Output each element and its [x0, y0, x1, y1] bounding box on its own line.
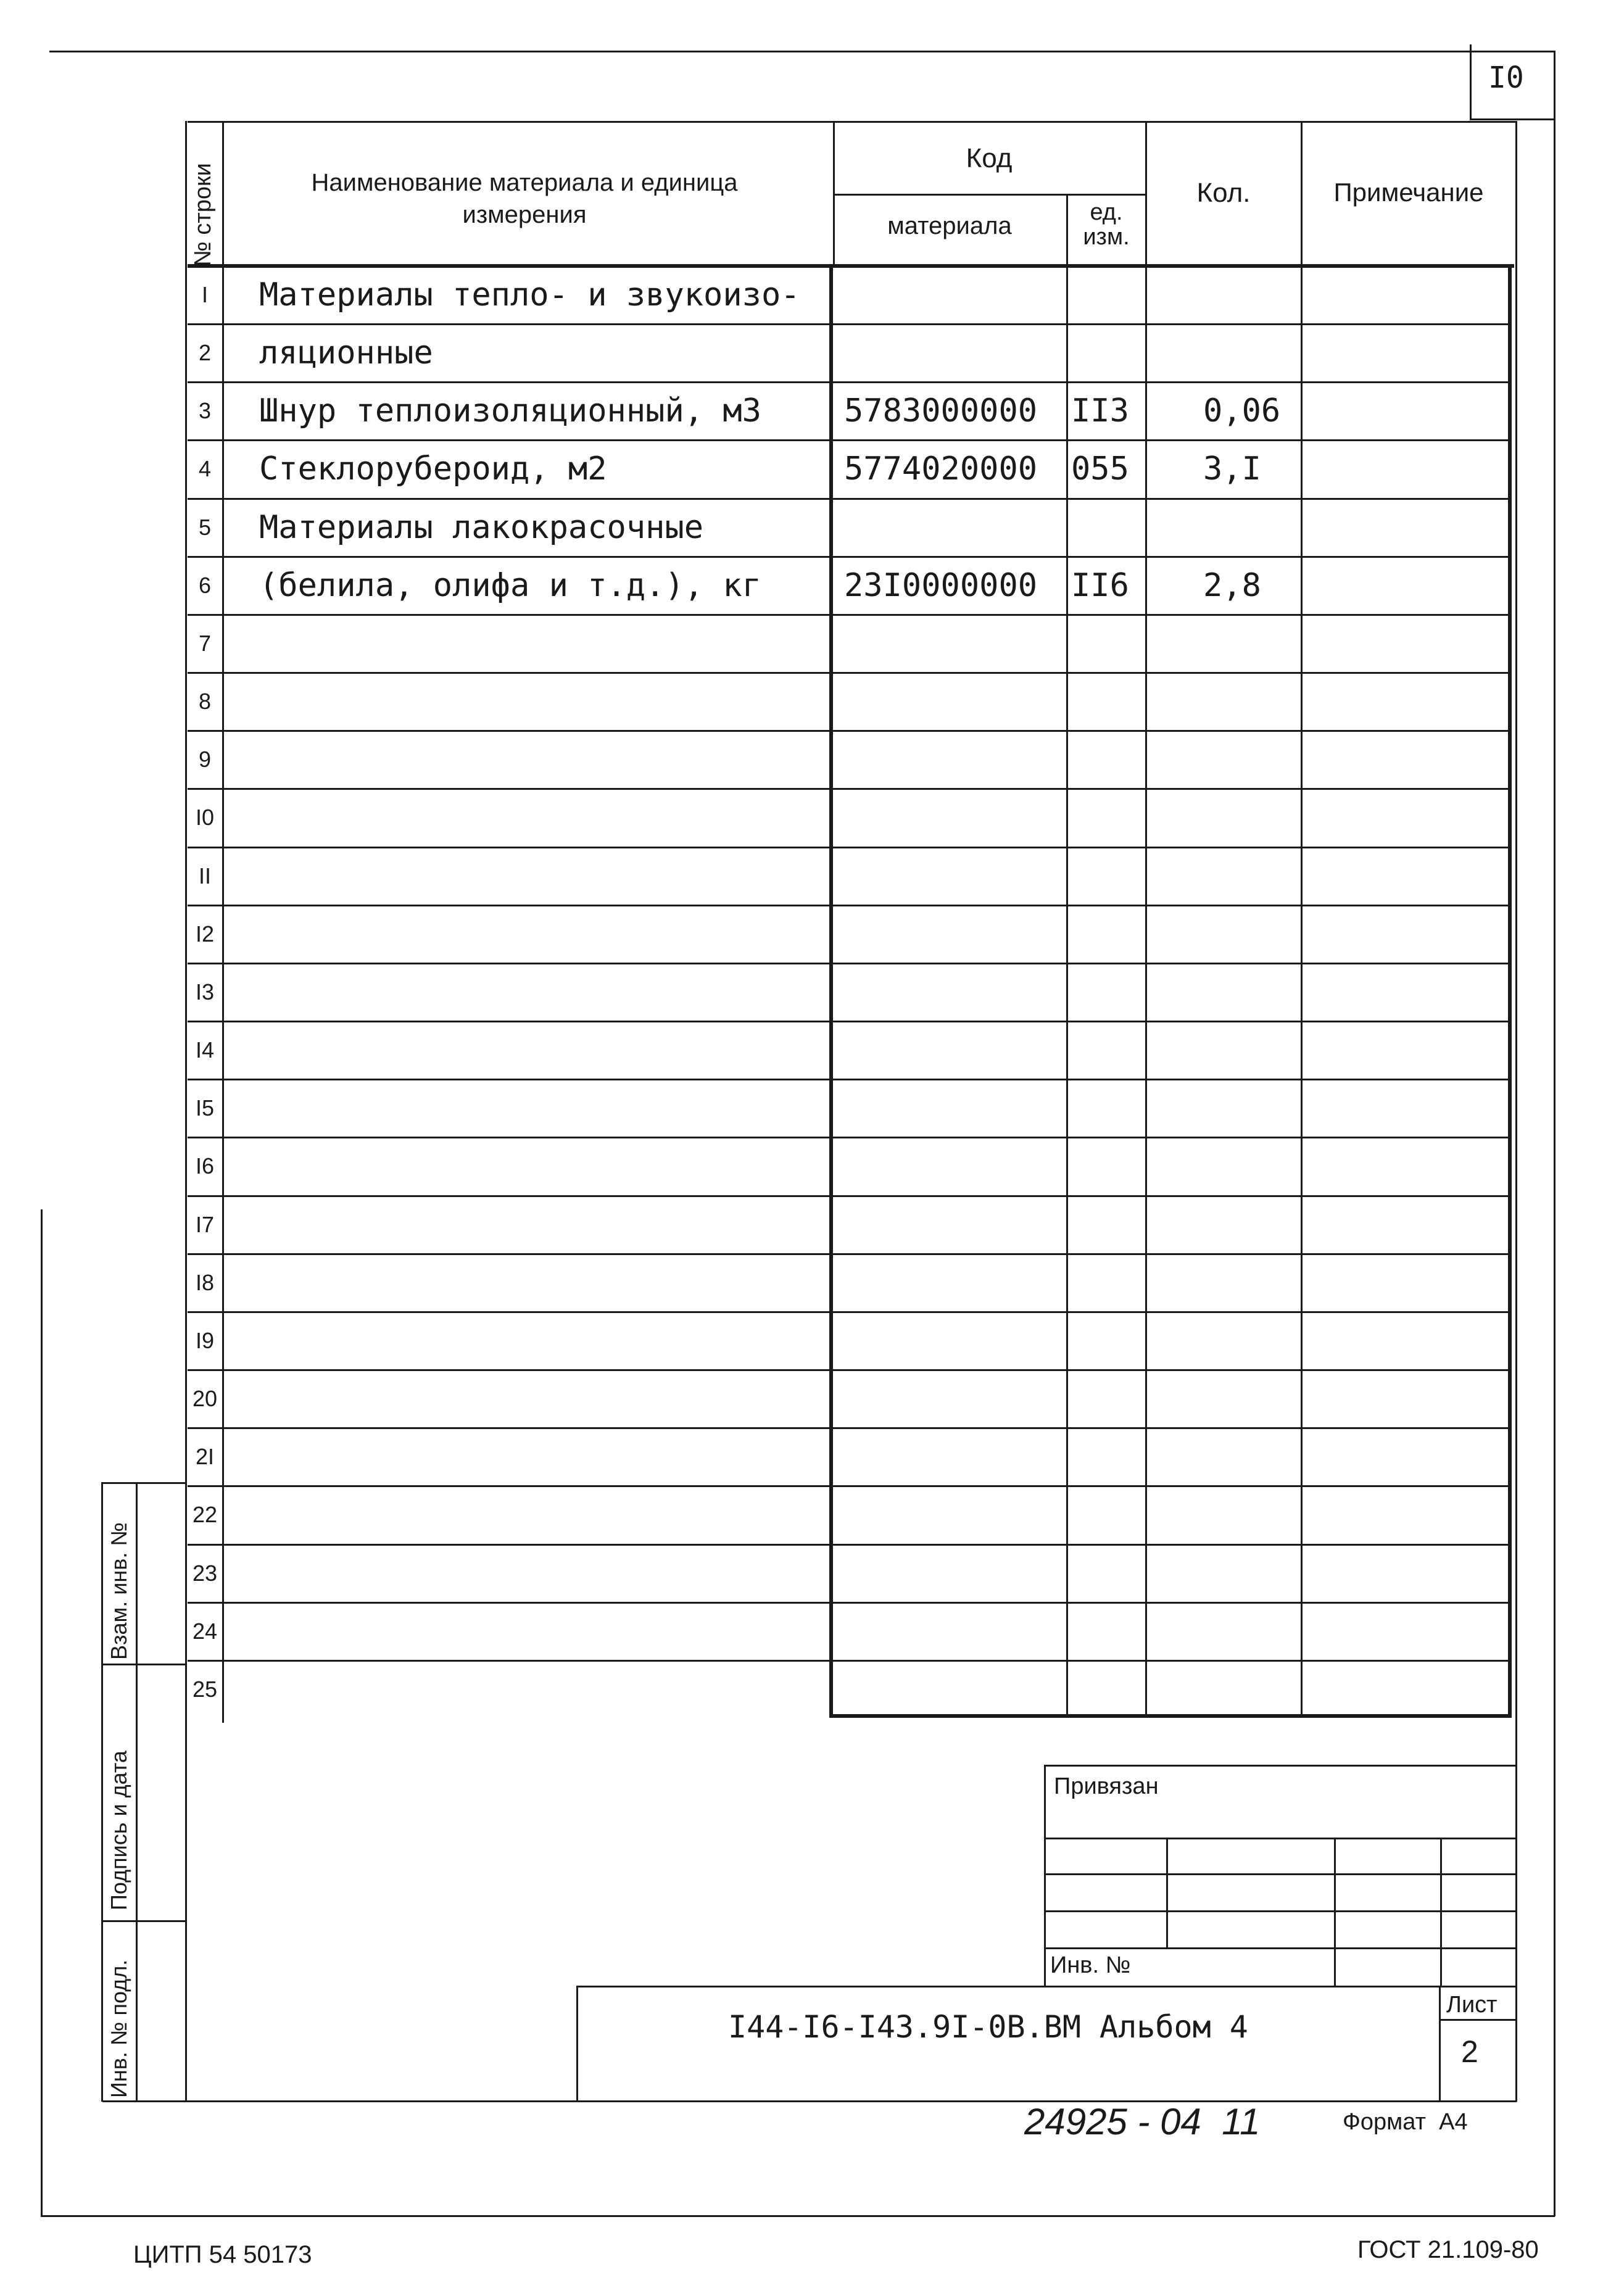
binding-left — [1044, 1765, 1046, 1986]
header-qty: Кол. — [1196, 178, 1251, 208]
body-col-right — [1508, 265, 1512, 1718]
row-line — [188, 1369, 830, 1371]
row-number: 24 — [192, 1618, 218, 1644]
col-sep-note — [1301, 121, 1303, 265]
row-line — [188, 1427, 830, 1429]
row-line — [188, 1602, 830, 1604]
page-bottom-border — [41, 2215, 1555, 2217]
row-number: I — [201, 282, 208, 307]
title-block-sheet-line — [1439, 2019, 1515, 2021]
code-subheader-line — [833, 194, 1145, 196]
row-line — [832, 381, 1509, 383]
handwritten-number: 24925 - 04 11 — [1024, 2101, 1261, 2142]
page-left-border — [41, 1209, 43, 2216]
sheet-corner-number: I0 — [1488, 60, 1524, 95]
binding-col2 — [1334, 1838, 1336, 1986]
title-block-left — [576, 1986, 578, 2102]
row-number: II — [198, 863, 211, 889]
row-line — [832, 1369, 1509, 1371]
row-line — [832, 1311, 1509, 1313]
row-number: I2 — [195, 921, 215, 947]
binding-col1 — [1166, 1838, 1168, 1947]
title-block-sheet-label: Лист — [1446, 1992, 1497, 2018]
frame-bottom — [102, 2100, 1517, 2102]
row-number: 6 — [198, 572, 212, 598]
row-material-name: Материалы лакокрасочные — [259, 508, 704, 546]
row-line — [832, 1137, 1509, 1138]
row-line — [188, 847, 830, 848]
row-line — [188, 1021, 830, 1022]
row-line — [188, 439, 830, 441]
row-material-name: Материалы тепло- и звукоизо- — [259, 276, 800, 313]
format-label: Формат А4 — [1343, 2109, 1468, 2135]
corner-box-left — [1470, 44, 1472, 118]
side-stamp-vzam: Взам. инв. № — [106, 1522, 131, 1660]
row-quantity: 3,I — [1203, 450, 1261, 488]
footer-left: ЦИТП 54 50173 — [133, 2241, 312, 2268]
header-bottom-line — [188, 264, 1514, 268]
row-line — [188, 498, 830, 500]
row-line — [832, 1660, 1509, 1662]
body-col-unit-left — [1066, 265, 1068, 1718]
row-line — [188, 1195, 830, 1197]
row-number: I3 — [195, 979, 215, 1005]
body-col-code-left — [829, 265, 833, 1718]
row-line — [832, 323, 1509, 325]
header-code-unit: ед. изм. — [1083, 199, 1130, 250]
row-line — [188, 730, 830, 732]
row-number: I8 — [195, 1269, 215, 1295]
row-line — [188, 1485, 830, 1487]
row-line — [188, 1079, 830, 1080]
binding-col3 — [1440, 1838, 1442, 1986]
frame-top — [188, 121, 1515, 123]
row-material-code: 5783000000 — [844, 392, 1038, 430]
body-bottom-line — [829, 1714, 1512, 1718]
row-number: 2 — [198, 340, 212, 366]
col-sep-unit-hdr — [1066, 194, 1068, 265]
top-border — [49, 51, 1555, 52]
page-right-border — [1554, 51, 1555, 2216]
binding-line3 — [1044, 1910, 1515, 1912]
row-number: 25 — [192, 1676, 218, 1702]
row-unit-code: II6 — [1071, 566, 1129, 604]
row-material-name: Шнур теплоизоляционный, м3 — [259, 392, 761, 430]
row-material-code: 23I0000000 — [844, 566, 1038, 604]
row-number: 9 — [198, 747, 212, 773]
row-line — [188, 1311, 830, 1313]
row-line — [188, 1544, 830, 1546]
row-line — [832, 1427, 1509, 1429]
col-sep-rowno — [222, 121, 224, 1723]
row-line — [832, 672, 1509, 674]
row-number: 3 — [198, 398, 212, 424]
row-number: 22 — [192, 1502, 218, 1528]
row-material-name: ляционные — [259, 334, 433, 372]
row-line — [188, 323, 830, 325]
row-quantity: 2,8 — [1203, 566, 1261, 604]
row-number: 5 — [198, 514, 212, 540]
binding-line4 — [1044, 1947, 1515, 1949]
row-line — [188, 614, 830, 616]
title-block-sheet-sep — [1439, 1986, 1441, 2102]
row-line — [832, 1253, 1509, 1255]
row-number: I7 — [195, 1211, 215, 1237]
side-stamp-left — [101, 1482, 103, 2102]
row-number: I6 — [195, 1153, 215, 1179]
header-note: Примечание — [1333, 178, 1484, 207]
body-col-qty-left — [1145, 265, 1147, 1718]
row-quantity: 0,06 — [1203, 392, 1281, 430]
side-stamp-inv-podl: Инв. № подл. — [106, 1959, 131, 2098]
header-code: Код — [966, 143, 1013, 173]
row-line — [188, 1253, 830, 1255]
row-line — [188, 381, 830, 383]
row-number: 8 — [198, 689, 212, 715]
header-name: Наименование материала и единица измерения — [311, 169, 738, 228]
row-line — [832, 556, 1509, 558]
row-material-name: (белила, олифа и т.д.), кг — [259, 566, 761, 604]
row-line — [832, 1602, 1509, 1604]
binding-label: Привязан — [1054, 1773, 1159, 1799]
row-number: 7 — [198, 630, 212, 656]
footer-right: ГОСТ 21.109-80 — [1357, 2236, 1539, 2263]
row-line — [188, 963, 830, 964]
row-line — [188, 788, 830, 790]
frame-right — [1515, 121, 1517, 2102]
title-block-top — [576, 1986, 1515, 1987]
row-line — [832, 1195, 1509, 1197]
corner-box-bottom — [1470, 118, 1555, 120]
row-number: 20 — [192, 1386, 218, 1412]
side-stamp-mid — [136, 1482, 138, 2102]
header-row-no: № строки — [190, 163, 216, 267]
side-stamp-podpis: Подпись и дата — [106, 1751, 131, 1910]
title-block-designation: I44-I6-I43.9I-0B.BM Альбом 4 — [728, 2009, 1248, 2045]
binding-top — [1044, 1765, 1515, 1767]
row-line — [832, 439, 1509, 441]
row-material-code: 5774020000 — [844, 450, 1038, 488]
frame-left — [185, 121, 187, 2102]
row-line — [832, 1485, 1509, 1487]
row-number: 23 — [192, 1560, 218, 1586]
row-line — [832, 1544, 1509, 1546]
row-line — [188, 1660, 830, 1662]
row-number: 4 — [198, 456, 212, 482]
body-col-note-left — [1301, 265, 1303, 1718]
binding-inv-label: Инв. № — [1050, 1952, 1131, 1978]
side-stamp-top — [101, 1482, 186, 1484]
row-line — [832, 730, 1509, 732]
header-code-material: материала — [887, 212, 1012, 239]
col-sep-qty — [1145, 121, 1147, 265]
row-number: I0 — [195, 805, 215, 831]
row-number: 2I — [195, 1444, 215, 1470]
row-line — [832, 788, 1509, 790]
row-line — [188, 672, 830, 674]
row-number: I5 — [195, 1095, 215, 1121]
row-line — [188, 556, 830, 558]
row-line — [832, 847, 1509, 848]
row-line — [188, 905, 830, 906]
row-unit-code: II3 — [1071, 392, 1129, 430]
row-number: I4 — [195, 1037, 215, 1063]
title-block-sheet-number: 2 — [1461, 2034, 1478, 2069]
row-line — [832, 498, 1509, 500]
binding-line1 — [1044, 1838, 1515, 1839]
row-material-name: Стеклорубероид, м2 — [259, 450, 607, 488]
row-line — [832, 1079, 1509, 1080]
row-unit-code: 055 — [1071, 450, 1129, 488]
row-line — [832, 1021, 1509, 1022]
binding-line2 — [1044, 1873, 1515, 1875]
row-line — [832, 963, 1509, 964]
row-number: I9 — [195, 1327, 215, 1353]
row-line — [188, 1137, 830, 1138]
row-line — [832, 905, 1509, 906]
row-line — [832, 614, 1509, 616]
